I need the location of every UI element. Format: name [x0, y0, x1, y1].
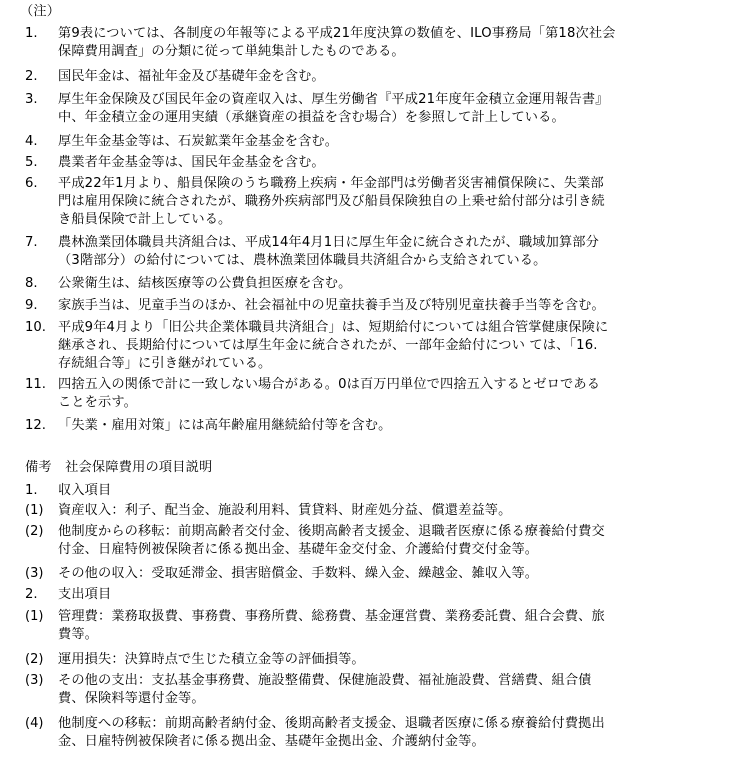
- note-line: 平成9年4月より「旧公共企業体職員共済組合」は、短期給付については組合管掌健康保険に: [58, 320, 609, 335]
- item-number: (1): [25, 503, 44, 518]
- note-number: 6.: [25, 176, 38, 191]
- item-line: 付金、日雇特例被保険者に係る拠出金、基礎年金交付金、介護給付費交付金等。: [58, 542, 539, 557]
- note-line: 中、年金積立金の運用実績（承継資産の損益を含む場合）を参照して計上している。: [58, 110, 565, 125]
- note-number: 10.: [25, 320, 46, 335]
- item-line: 他制度からの移転：前期高齢者交付金、後期高齢者支援金、退職者医療に係る療養給付費交: [58, 524, 605, 539]
- note-line: 厚生年金基金等は、石炭鉱業年金基金を含む。: [58, 134, 339, 149]
- item-line: 費、保険料等還付金等。: [58, 691, 205, 706]
- note-line: 四捨五入の関係で計に一致しない場合がある。0は百万円単位で四捨五入するとゼロである: [58, 377, 601, 392]
- item-number: (3): [25, 673, 44, 688]
- note-line: （3階部分）の給付については、農林漁業団体職員共済組合から支給されている。: [58, 253, 547, 268]
- note-line: 第9表については、各制度の年報等による平成21年度決算の数値を、ILO事務局「第18次社会: [58, 26, 616, 41]
- note-line: 「失業・雇用対策」には高年齢雇用継続給付等を含む。: [58, 418, 392, 433]
- item-line: 費等。: [58, 627, 99, 642]
- item-line: その他の収入：受取延滞金、損害賠償金、手数料、繰入金、繰越金、雑収入等。: [58, 566, 539, 581]
- note-line: 保障費用調査」の分類に従って単純集計したものである。: [58, 44, 405, 59]
- item-number: (4): [25, 716, 44, 731]
- note-number: 12.: [25, 418, 46, 433]
- note-number: 3.: [25, 92, 38, 107]
- note-line: 公衆衛生は、結核医療等の公費負担医療を含む。: [58, 276, 352, 291]
- notes-heading: （注）: [20, 4, 61, 19]
- section-number: 2.: [25, 587, 38, 602]
- item-line: 金、日雇特例被保険者に係る拠出金、基礎年金拠出金、介護納付金等。: [58, 734, 485, 749]
- item-number: (1): [25, 609, 44, 624]
- note-number: 1.: [25, 26, 38, 41]
- remarks-heading: 備考 社会保障費用の項目説明: [25, 460, 213, 475]
- note-number: 8.: [25, 276, 38, 291]
- item-line: 管理費：業務取扱費、事務費、事務所費、総務費、基金運営費、業務委託費、組合会費、旅: [58, 609, 605, 624]
- note-number: 4.: [25, 134, 38, 149]
- note-line: 国民年金は、福祉年金及び基礎年金を含む。: [58, 69, 325, 84]
- note-line: ことを示す。: [58, 395, 137, 410]
- note-number: 2.: [25, 69, 38, 84]
- item-line: 他制度への移転：前期高齢者納付金、後期高齢者支援金、退職者医療に係る療養給付費拠出: [58, 716, 605, 731]
- section-title: 支出項目: [58, 587, 112, 602]
- note-line: 厚生年金保険及び国民年金の資産収入は、厚生労働省『平成21年度年金積立金運用報告書』: [58, 92, 609, 107]
- note-line: 門は雇用保険に統合されたが、職務外疾病部門及び船員保険独自の上乗せ給付部分は引き続: [58, 194, 605, 209]
- item-number: (3): [25, 566, 44, 581]
- item-line: 資産収入：利子、配当金、施設利用料、賃貸料、財産処分益、償還差益等。: [58, 503, 512, 518]
- note-number: 11.: [25, 377, 46, 392]
- item-number: (2): [25, 524, 44, 539]
- note-line: 農業者年金基金等は、国民年金基金を含む。: [58, 155, 325, 170]
- note-line: 家族手当は、児童手当のほか、社会福祉中の児童扶養手当及び特別児童扶養手当等を含む。: [58, 298, 605, 313]
- section-title: 収入項目: [58, 483, 112, 498]
- note-line: 平成22年1月より、船員保険のうち職務上疾病・年金部門は労働者災害補償保険に、失業部: [58, 176, 604, 191]
- note-number: 5.: [25, 155, 38, 170]
- note-line: 農林漁業団体職員共済組合は、平成14年4月1日に厚生年金に統合されたが、職域加算部分: [58, 235, 599, 250]
- item-line: 運用損失：決算時点で生じた積立金等の評価損等。: [58, 652, 365, 667]
- section-number: 1.: [25, 483, 38, 498]
- note-line: 継承され、長期給付については厚生年金に統合されたが、一部年金給付につい ては、「16.: [58, 338, 598, 353]
- note-number: 7.: [25, 235, 38, 250]
- note-line: き船員保険で計上している。: [58, 212, 232, 227]
- item-number: (2): [25, 652, 44, 667]
- note-line: 存続組合等」に引き継がれている。: [58, 356, 272, 371]
- note-number: 9.: [25, 298, 38, 313]
- item-line: その他の支出：支払基金事務費、施設整備費、保健施設費、福祉施設費、営繕費、組合債: [58, 673, 592, 688]
